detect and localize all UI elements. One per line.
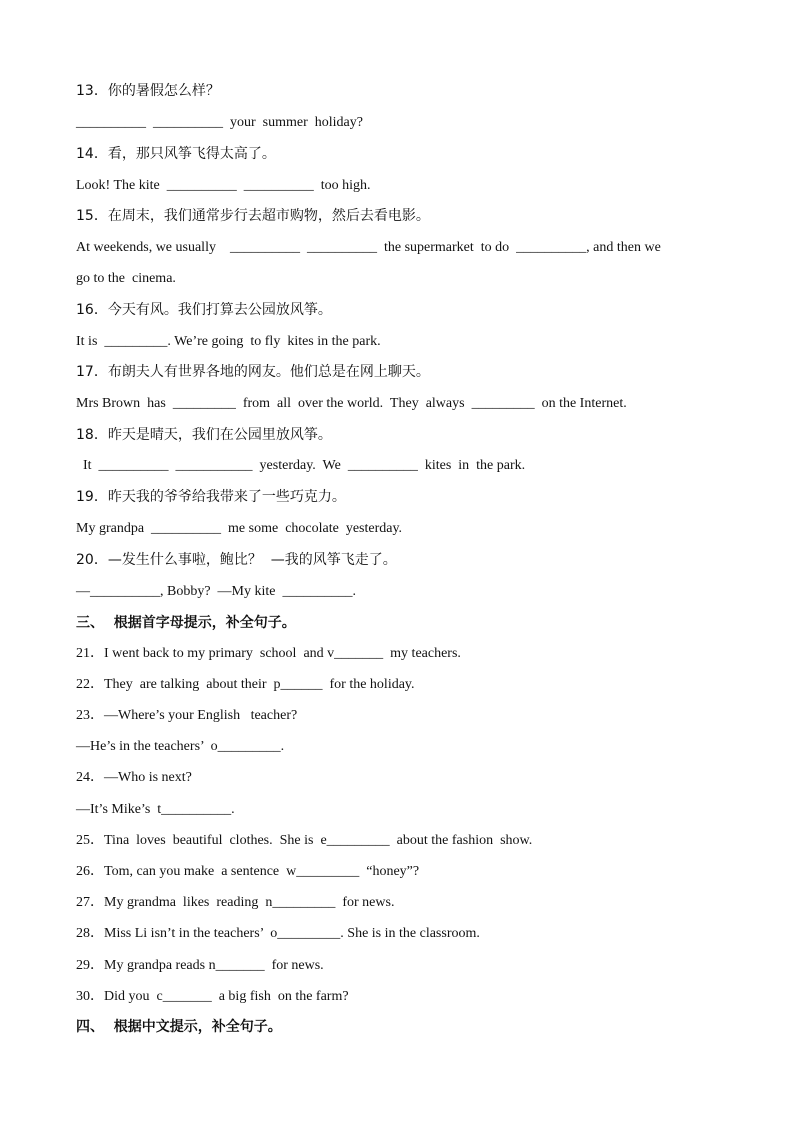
q23-answer: —He’s in the teachers’ o_________. [76, 739, 285, 754]
q30-sentence: 30．Did you c_______ a big fish on the farm? [76, 989, 349, 1004]
q20-prompt: 20．—发生什么事啦，鲍比？ —我的风筝飞走了。 [76, 552, 397, 568]
q18-prompt: 18．昨天是晴天，我们在公园里放风筝。 [76, 427, 332, 443]
q23-sentence: 23．—Where’s your English teacher? [76, 708, 298, 723]
q24-answer: —It’s Mike’s t__________. [76, 802, 235, 817]
section-3-heading: 三、 根据首字母提示，补全句子。 [76, 615, 296, 631]
section-4-heading: 四、 根据中文提示，补全句子。 [76, 1019, 282, 1035]
q14-prompt: 14．看，那只风筝飞得太高了。 [76, 146, 276, 162]
q29-sentence: 29．My grandpa reads n_______ for news. [76, 958, 324, 973]
q19-prompt: 19．昨天我的爷爷给我带来了一些巧克力。 [76, 489, 346, 505]
q27-sentence: 27．My grandma likes reading n_________ for news. [76, 895, 395, 910]
q14-sentence: Look! The kite __________ __________ too high. [76, 178, 371, 193]
q15-sentence-cont: go to the cinema. [76, 271, 176, 286]
q16-prompt: 16．今天有风。我们打算去公园放风筝。 [76, 302, 332, 318]
q15-sentence: At weekends, we usually __________ __________ the supermarket to do __________, and then we [76, 240, 661, 255]
q15-prompt: 15．在周末，我们通常步行去超市购物，然后去看电影。 [76, 208, 430, 224]
q24-sentence: 24．—Who is next? [76, 770, 192, 785]
q17-prompt: 17．布朗夫人有世界各地的网友。他们总是在网上聊天。 [76, 364, 430, 380]
q25-sentence: 25．Tina loves beautiful clothes. She is e_________ about the fashion show. [76, 833, 533, 848]
q13-sentence: __________ __________ your summer holiday? [76, 115, 363, 130]
q26-sentence: 26．Tom, can you make a sentence w_________ “honey”? [76, 864, 420, 879]
q17-sentence: Mrs Brown has _________ from all over the world. They always _________ on the Internet. [76, 396, 627, 411]
q28-sentence: 28．Miss Li isn’t in the teachers’ o_________. She is in the classroom. [76, 926, 480, 941]
q21-sentence: 21．I went back to my primary school and v_______ my teachers. [76, 646, 461, 661]
q20-sentence: —__________, Bobby? —My kite __________. [76, 584, 356, 599]
q22-sentence: 22．They are talking about their p______ for the holiday. [76, 677, 415, 692]
q19-sentence: My grandpa __________ me some chocolate yesterday. [76, 521, 403, 536]
q13-prompt: 13．你的暑假怎么样？ [76, 83, 220, 99]
q18-sentence: It __________ ___________ yesterday. We __________ kites in the park. [76, 458, 526, 473]
q16-sentence: It is _________. We’re going to fly kites in the park. [76, 334, 381, 349]
